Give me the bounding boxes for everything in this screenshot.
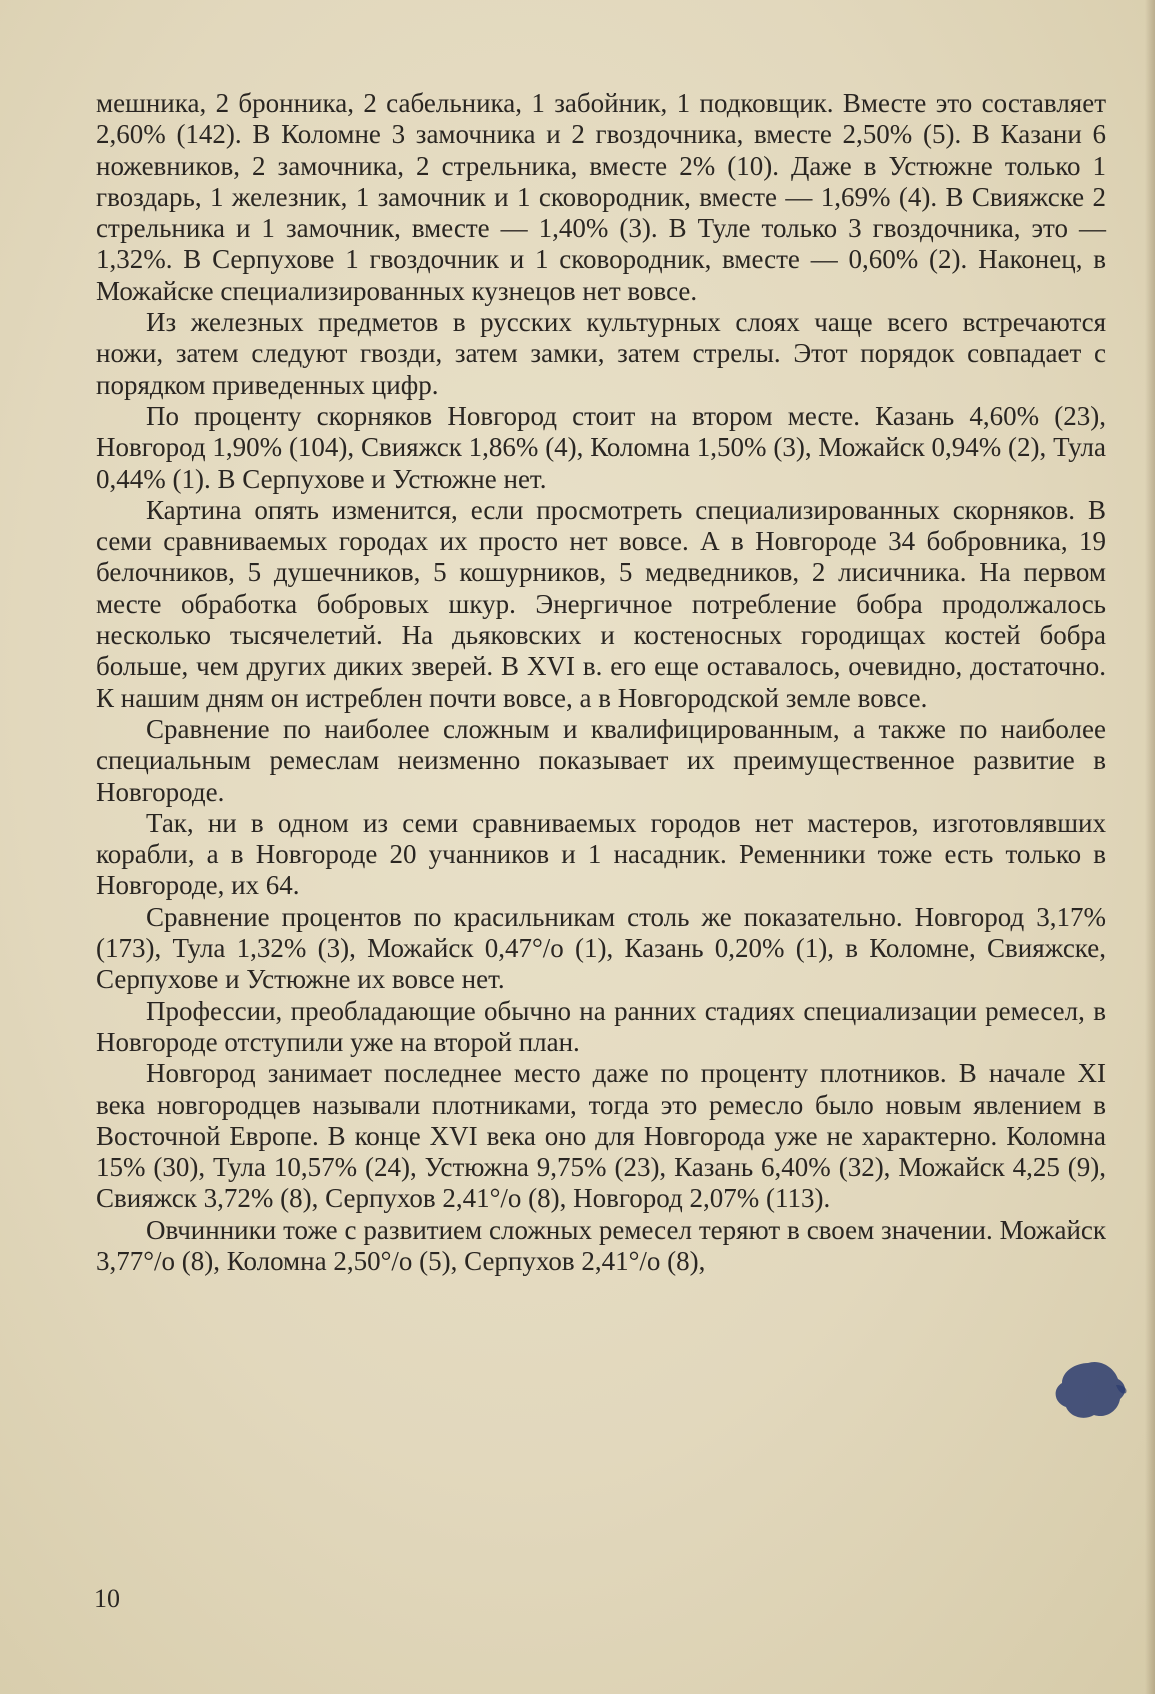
paragraph: Сравнение процентов по красильникам столь же показательно. Новгород 3,17% (173), Тула 1,32% (3), Можайск 0,47°/о (1), Казань 0,20% (1), в Коломне, Свияжске, Серпухове и Устюжне их вовсе нет. [96,901,1106,995]
paragraph: мешника, 2 бронника, 2 сабельника, 1 забойник, 1 подковщик. Вместе это составляет 2,60% (142). В Коломне 3 замочника и 2 гвоздочника, вместе 2,50% (5). В Казани 6 ножевников, 2 замочника, 2 стрельника, вместе 2% (10). Даже в Устюжне только 1 гвоздарь, 1 железник, 1 замочник и 1 сковородник, вместе — 1,69% (4). В Свияжске 2 стрельника и 1 замочник, вместе — 1,40% (3). В Туле только 3 гвоздочника, это — 1,32%. В Серпухове 1 гвоздочник и 1 сковородник, вместе — 0,60% (2). Наконец, в Можайске специализированных кузнецов нет вовсе. [96,88,1106,306]
page-number: 10 [94,1584,120,1613]
paragraph: Новгород занимает последнее место даже по проценту плотников. В начале XI века новгородцев называли плотниками, тогда это ремесло было новым явлением в Восточной Европе. В конце XVI века оно для Новгорода уже не характерно. Коломна 15% (30), Тула 10,57% (24), Устюжна 9,75% (23), Казань 6,40% (32), Можайск 4,25 (9), Свияжск 3,72% (8), Серпухов 2,41°/о (8), Новгород 2,07% (113). [96,1058,1106,1214]
paragraph: Картина опять изменится, если просмотреть специализированных скорняков. В семи сравниваемых городах их просто нет вовсе. А в Новгороде 34 бобровника, 19 белочников, 5 душечников, 5 кошурников, 5 медведников, 2 лисичника. На первом месте обработка бобровых шкур. Энергичное потребление бобра продолжалось несколько тысячелетий. На дьяковских и костеносных городищах костей бобра больше, чем других диких зверей. В XVI в. его еще оставалось, очевидно, достаточно. К нашим дням он истреблен почти вовсе, а в Новгородской земле вовсе. [96,494,1106,713]
paragraph: Из железных предметов в русских культурных слоях чаще всего встречаются ножи, затем следуют гвозди, затем замки, затем стрелы. Этот порядок совпадает с порядком приведенных цифр. [96,307,1106,400]
paragraph: Профессии, преобладающие обычно на ранних стадиях специализации ремесел, в Новгороде отступили уже на второй план. [96,995,1106,1057]
paragraph: Овчинники тоже с развитием сложных ремесел теряют в своем значении. Можайск 3,77°/о (8), Коломна 2,50°/о (5), Серпухов 2,41°/о (8), [96,1214,1106,1276]
ink-blot [1048,1355,1128,1425]
page-edge-shadow [1145,0,1155,1694]
body-text [96,88,1106,1277]
paragraph: По проценту скорняков Новгород стоит на втором месте. Казань 4,60% (23), Новгород 1,90% (104), Свияжск 1,86% (4), Коломна 1,50% (3), Можайск 0,94% (2), Тула 0,44% (1). В Серпухове и Устюжне нет. [96,400,1106,494]
paragraph: Сравнение по наиболее сложным и квалифицированным, а также по наиболее специальным ремеслам неизменно показывает их преимущественное развитие в Новгороде. [96,713,1106,807]
paragraph: Так, ни в одном из семи сравниваемых городов нет мастеров, изготовлявших корабли, а в Новгороде 20 учанников и 1 насадник. Ременники тоже есть только в Новгороде, их 64. [96,807,1106,901]
